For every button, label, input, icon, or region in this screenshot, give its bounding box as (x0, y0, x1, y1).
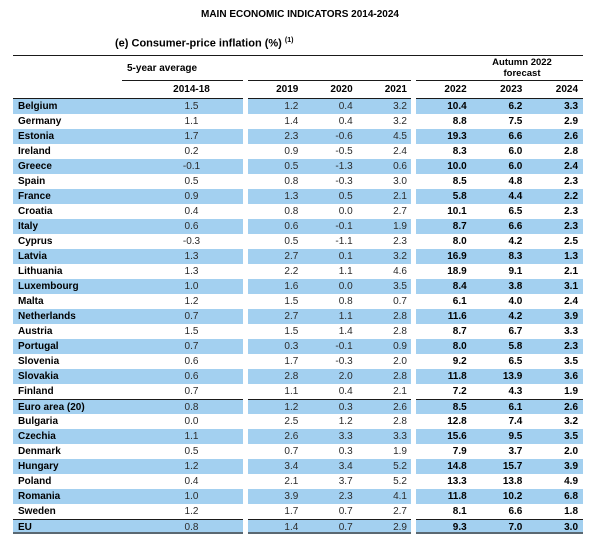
table-year-header (13, 81, 583, 99)
country-label: Czechia (18, 431, 56, 442)
value-2014-18: 1.3 (184, 251, 199, 262)
forecast-value-2024: 3.0 (564, 522, 579, 533)
country-label: Romania (18, 491, 61, 502)
group-header-spacer (13, 56, 122, 81)
forecast-value-2022: 8.7 (452, 326, 467, 337)
forecast-value-2023: 4.8 (508, 176, 523, 187)
value-2019: 1.4 (284, 116, 299, 127)
forecast-value-2022: 9.3 (452, 522, 467, 533)
forecast-value-2023: 9.1 (508, 266, 523, 277)
country-label: Greece (18, 161, 52, 172)
value-2021: 2.9 (393, 522, 407, 533)
table-row (13, 489, 583, 504)
value-2014-18: 1.2 (184, 461, 199, 472)
forecast-value-2024: 3.5 (564, 356, 579, 367)
value-2019: 2.6 (284, 431, 299, 442)
forecast-value-2024: 3.2 (564, 416, 579, 427)
table-row (13, 204, 583, 219)
forecast-value-2023: 8.3 (508, 251, 523, 262)
value-2014-18: 0.5 (184, 176, 199, 187)
forecast-value-2022: 19.3 (447, 131, 467, 142)
value-2021: 3.2 (393, 116, 407, 127)
value-2021: 2.1 (393, 386, 407, 397)
value-2021: 3.3 (393, 431, 407, 442)
value-2014-18: 0.5 (184, 446, 199, 457)
value-2019: 1.2 (284, 402, 299, 413)
forecast-value-2023: 10.2 (502, 491, 523, 502)
table-row (13, 264, 583, 279)
forecast-value-2022: 18.9 (447, 266, 467, 277)
value-2021: 2.0 (393, 356, 407, 367)
forecast-value-2024: 1.9 (564, 386, 579, 397)
country-label: Luxembourg (18, 281, 79, 292)
forecast-value-2022: 14.8 (447, 461, 467, 472)
value-2019: 1.7 (284, 356, 299, 367)
country-label: Euro area (20) (18, 402, 85, 413)
country-label: Malta (18, 296, 44, 307)
forecast-value-2024: 3.6 (564, 371, 579, 382)
forecast-value-2023: 6.6 (508, 506, 523, 517)
value-2021: 1.9 (393, 221, 407, 232)
value-2019: 2.2 (284, 266, 299, 277)
forecast-value-2024: 3.5 (564, 431, 579, 442)
value-2020: -1.1 (335, 236, 353, 247)
value-2019: 0.9 (284, 146, 299, 157)
forecast-value-2024: 2.6 (564, 131, 579, 142)
forecast-value-2023: 4.2 (508, 236, 523, 247)
value-2020: 0.4 (338, 386, 353, 397)
value-2019: 2.7 (284, 311, 299, 322)
table-row (13, 294, 583, 309)
forecast-value-2024: 2.8 (564, 146, 579, 157)
col-header-2019: 2019 (276, 84, 299, 95)
value-2020: 0.7 (338, 506, 353, 517)
value-2019: 1.6 (284, 281, 299, 292)
country-label: Netherlands (18, 311, 76, 322)
value-2020: 0.1 (338, 251, 353, 262)
value-2019: 1.3 (284, 191, 299, 202)
forecast-value-2023: 6.0 (508, 146, 523, 157)
forecast-value-2022: 16.9 (447, 251, 467, 262)
col-header-2023: 2023 (500, 84, 523, 95)
value-2021: 2.4 (393, 146, 407, 157)
mid-years-group-rule (248, 56, 411, 81)
country-label: Hungary (18, 461, 59, 472)
table-row (13, 414, 583, 429)
table-row (13, 429, 583, 444)
value-2014-18: 0.6 (184, 356, 199, 367)
forecast-value-2022: 7.9 (452, 446, 467, 457)
value-2014-18: -0.3 (182, 236, 201, 247)
country-label: Latvia (18, 251, 47, 262)
country-label: Belgium (18, 101, 58, 112)
table-row (13, 99, 583, 114)
country-label: Portugal (18, 341, 59, 352)
value-2021: 2.6 (393, 402, 407, 413)
value-2021: 4.6 (393, 266, 407, 277)
table-row (13, 234, 583, 249)
forecast-value-2022: 11.6 (447, 311, 467, 322)
value-2021: 3.2 (393, 101, 407, 112)
value-2021: 0.7 (393, 296, 407, 307)
forecast-value-2022: 11.8 (447, 491, 467, 502)
forecast-value-2022: 8.5 (452, 402, 467, 413)
table-row (13, 444, 583, 459)
value-2019: 0.7 (284, 446, 299, 457)
value-2014-18: 0.6 (184, 221, 199, 232)
value-2014-18: 0.9 (184, 191, 199, 202)
value-2019: 0.8 (284, 176, 299, 187)
forecast-value-2024: 2.2 (564, 191, 579, 202)
value-2021: 1.9 (393, 446, 407, 457)
value-2014-18: 1.3 (184, 266, 199, 277)
forecast-value-2022: 8.8 (452, 116, 467, 127)
forecast-value-2024: 3.9 (564, 461, 579, 472)
forecast-value-2024: 1.8 (564, 506, 579, 517)
forecast-value-2024: 2.3 (564, 176, 579, 187)
value-2020: 0.0 (338, 206, 353, 217)
forecast-value-2024: 3.1 (564, 281, 579, 292)
table-row (13, 399, 583, 414)
table-row (13, 309, 583, 324)
col-header-2020: 2020 (330, 84, 353, 95)
country-label: Sweden (18, 506, 56, 517)
value-2014-18: 0.7 (184, 341, 199, 352)
value-2014-18: 0.4 (184, 206, 199, 217)
value-2020: -0.1 (335, 221, 353, 232)
value-2019: 1.1 (284, 386, 299, 397)
value-2019: 2.1 (284, 476, 299, 487)
country-column-spacer (13, 81, 130, 98)
value-2020: 0.4 (338, 116, 353, 127)
value-2014-18: 1.2 (184, 296, 199, 307)
value-2021: 2.8 (393, 311, 407, 322)
forecast-value-2024: 2.9 (564, 116, 579, 127)
forecast-value-2022: 8.0 (452, 341, 467, 352)
table-row (13, 504, 583, 519)
forecast-value-2022: 15.6 (447, 431, 467, 442)
table-row (13, 354, 583, 369)
country-label: Poland (18, 476, 52, 487)
value-2014-18: 1.2 (184, 506, 199, 517)
forecast-value-2023: 3.7 (508, 446, 523, 457)
forecast-value-2024: 3.3 (564, 326, 579, 337)
col-header-2024: 2024 (555, 84, 579, 95)
value-2019: 0.5 (284, 236, 299, 247)
value-2014-18: 0.8 (184, 402, 199, 413)
value-2014-18: 0.7 (184, 311, 199, 322)
value-2020: 3.4 (338, 461, 353, 472)
value-2019: 2.7 (284, 251, 299, 262)
country-label: France (18, 191, 51, 202)
forecast-value-2023: 13.8 (502, 476, 523, 487)
autumn-forecast-line1: Autumn 2022 (492, 57, 552, 68)
forecast-value-2024: 2.3 (564, 341, 579, 352)
forecast-value-2022: 7.2 (452, 386, 467, 397)
value-2020: 1.4 (338, 326, 353, 337)
forecast-value-2024: 2.5 (564, 236, 579, 247)
forecast-value-2023: 7.0 (508, 522, 523, 533)
value-2021: 4.5 (393, 131, 407, 142)
value-2020: 0.0 (338, 281, 353, 292)
forecast-value-2024: 2.4 (564, 161, 579, 172)
value-2020: -0.5 (335, 146, 353, 157)
table-row (13, 189, 583, 204)
forecast-value-2023: 4.4 (508, 191, 523, 202)
value-2020: 0.3 (338, 402, 353, 413)
value-2019: 3.4 (284, 461, 299, 472)
forecast-value-2022: 6.1 (452, 296, 467, 307)
table-group-header (13, 55, 583, 81)
table-row (13, 249, 583, 264)
value-2019: 2.8 (284, 371, 299, 382)
forecast-value-2022: 13.3 (447, 476, 467, 487)
value-2021: 0.9 (393, 341, 407, 352)
table-row (13, 339, 583, 354)
table-row (13, 384, 583, 399)
value-2021: 0.6 (393, 161, 407, 172)
forecast-value-2023: 15.7 (502, 461, 523, 472)
table-row (13, 174, 583, 189)
forecast-value-2024: 6.8 (564, 491, 579, 502)
forecast-value-2024: 4.9 (564, 476, 579, 487)
value-2021: 2.7 (393, 506, 407, 517)
table-row (13, 459, 583, 474)
value-2020: 0.5 (338, 191, 353, 202)
value-2020: 1.2 (338, 416, 353, 427)
forecast-value-2024: 2.3 (564, 206, 579, 217)
value-2019: 2.3 (284, 131, 299, 142)
value-2019: 3.9 (284, 491, 299, 502)
forecast-value-2022: 12.8 (447, 416, 467, 427)
value-2021: 3.0 (393, 176, 407, 187)
five-year-average-header: 5-year average (122, 56, 243, 81)
section-subtitle-text: (e) Consumer-price inflation (%) (115, 37, 282, 50)
country-label: Italy (18, 221, 39, 232)
value-2019: 0.6 (284, 221, 299, 232)
forecast-value-2024: 1.3 (564, 251, 579, 262)
table-row (13, 129, 583, 144)
col-header-2014-18: 2014-18 (173, 84, 210, 95)
table-row (13, 159, 583, 174)
forecast-value-2024: 3.3 (564, 101, 579, 112)
value-2014-18: 1.7 (184, 131, 199, 142)
table-row (13, 474, 583, 489)
country-label: Denmark (18, 446, 61, 457)
forecast-value-2024: 2.4 (564, 296, 579, 307)
country-label: Germany (18, 116, 62, 127)
forecast-value-2022: 8.1 (452, 506, 467, 517)
value-2014-18: 0.0 (184, 416, 199, 427)
value-2020: 3.3 (338, 431, 353, 442)
value-2019: 1.7 (284, 506, 299, 517)
value-2014-18: -0.1 (182, 161, 201, 172)
value-2021: 2.7 (393, 206, 407, 217)
value-2021: 2.8 (393, 326, 407, 337)
value-2021: 2.3 (393, 236, 407, 247)
value-2014-18: 1.0 (184, 281, 199, 292)
value-2020: 0.7 (338, 522, 353, 533)
country-label: Ireland (18, 146, 51, 157)
value-2019: 0.5 (284, 161, 299, 172)
value-2014-18: 0.2 (184, 146, 199, 157)
forecast-value-2023: 13.9 (502, 371, 523, 382)
forecast-value-2023: 7.5 (508, 116, 523, 127)
forecast-value-2023: 3.8 (508, 281, 523, 292)
value-2019: 0.3 (284, 341, 299, 352)
table-row (13, 114, 583, 129)
country-label: Austria (18, 326, 53, 337)
forecast-value-2023: 6.6 (508, 221, 523, 232)
value-2021: 5.2 (393, 476, 407, 487)
forecast-value-2023: 6.5 (508, 356, 523, 367)
value-2014-18: 1.1 (184, 431, 199, 442)
value-2014-18: 0.4 (184, 476, 199, 487)
report-title: MAIN ECONOMIC INDICATORS 2014-2024 (200, 9, 399, 20)
footnote-marker: (1) (284, 37, 294, 44)
section-subtitle (115, 37, 293, 50)
forecast-value-2022: 8.3 (452, 146, 467, 157)
table-row (13, 219, 583, 234)
value-2021: 4.1 (393, 491, 407, 502)
value-2019: 2.5 (284, 416, 299, 427)
country-label: Slovakia (18, 371, 59, 382)
value-2021: 2.1 (393, 191, 407, 202)
value-2020: 2.0 (338, 371, 353, 382)
forecast-value-2022: 8.5 (452, 176, 467, 187)
table-body (13, 99, 583, 534)
value-2019: 1.4 (284, 522, 299, 533)
country-label: Estonia (18, 131, 55, 142)
forecast-value-2023: 6.0 (508, 161, 523, 172)
value-2020: -0.3 (335, 176, 353, 187)
value-2020: 1.1 (338, 311, 353, 322)
country-label: Spain (18, 176, 46, 187)
value-2019: 1.5 (284, 296, 299, 307)
value-2014-18: 1.0 (184, 491, 199, 502)
forecast-value-2023: 4.2 (508, 311, 523, 322)
col-header-2022: 2022 (444, 84, 467, 95)
value-2020: 0.3 (338, 446, 353, 457)
forecast-value-2022: 5.8 (452, 191, 467, 202)
forecast-value-2022: 10.0 (447, 161, 467, 172)
forecast-value-2024: 2.3 (564, 221, 579, 232)
value-2021: 2.8 (393, 371, 407, 382)
country-label: Croatia (18, 206, 53, 217)
forecast-value-2024: 2.0 (564, 446, 579, 457)
value-2020: -0.6 (335, 131, 353, 142)
value-2019: 1.2 (284, 101, 299, 112)
country-label: EU (18, 522, 32, 533)
country-label: Slovenia (18, 356, 60, 367)
forecast-value-2023: 7.4 (508, 416, 523, 427)
value-2014-18: 1.1 (184, 116, 199, 127)
value-2014-18: 1.5 (184, 101, 199, 112)
inflation-table (13, 55, 583, 534)
forecast-value-2023: 6.6 (508, 131, 523, 142)
value-2021: 5.2 (393, 461, 407, 472)
forecast-value-2022: 8.0 (452, 236, 467, 247)
value-2020: -0.3 (335, 356, 353, 367)
forecast-value-2022: 10.4 (447, 101, 467, 112)
table-row (13, 144, 583, 159)
forecast-value-2022: 8.7 (452, 221, 467, 232)
table-row (13, 324, 583, 339)
value-2014-18: 1.5 (184, 326, 199, 337)
forecast-value-2023: 6.5 (508, 206, 523, 217)
value-2020: -0.1 (335, 341, 353, 352)
table-row (13, 279, 583, 294)
value-2020: 1.1 (338, 266, 353, 277)
col-header-2021: 2021 (384, 84, 407, 95)
country-label: Cyprus (18, 236, 53, 247)
table-row (13, 519, 583, 534)
forecast-value-2024: 2.1 (564, 266, 579, 277)
country-label: Bulgaria (18, 416, 59, 427)
forecast-value-2023: 6.1 (508, 402, 523, 413)
value-2019: 1.5 (284, 326, 299, 337)
value-2020: 3.7 (338, 476, 353, 487)
value-2014-18: 0.7 (184, 386, 199, 397)
value-2020: -1.3 (335, 161, 353, 172)
autumn-forecast-header (416, 56, 583, 81)
forecast-value-2023: 5.8 (508, 341, 523, 352)
forecast-value-2023: 6.2 (508, 101, 523, 112)
forecast-value-2023: 6.7 (508, 326, 523, 337)
country-label: Lithuania (18, 266, 63, 277)
value-2020: 0.8 (338, 296, 353, 307)
value-2020: 0.4 (338, 101, 353, 112)
forecast-value-2022: 8.4 (452, 281, 467, 292)
forecast-value-2022: 11.8 (447, 371, 467, 382)
table-row (13, 369, 583, 384)
value-2021: 3.2 (393, 251, 407, 262)
forecast-value-2023: 9.5 (508, 431, 523, 442)
country-label: Finland (18, 386, 54, 397)
value-2014-18: 0.6 (184, 371, 199, 382)
value-2021: 3.5 (393, 281, 407, 292)
value-2019: 0.8 (284, 206, 299, 217)
value-2014-18: 0.8 (184, 522, 199, 533)
forecast-value-2024: 3.9 (564, 311, 579, 322)
value-2020: 2.3 (338, 491, 353, 502)
forecast-value-2023: 4.0 (508, 296, 523, 307)
autumn-forecast-line2: forecast (503, 68, 541, 79)
value-2021: 2.8 (393, 416, 407, 427)
forecast-value-2022: 10.1 (447, 206, 467, 217)
forecast-value-2023: 4.3 (508, 386, 523, 397)
forecast-value-2024: 2.6 (564, 402, 579, 413)
forecast-value-2022: 9.2 (452, 356, 467, 367)
